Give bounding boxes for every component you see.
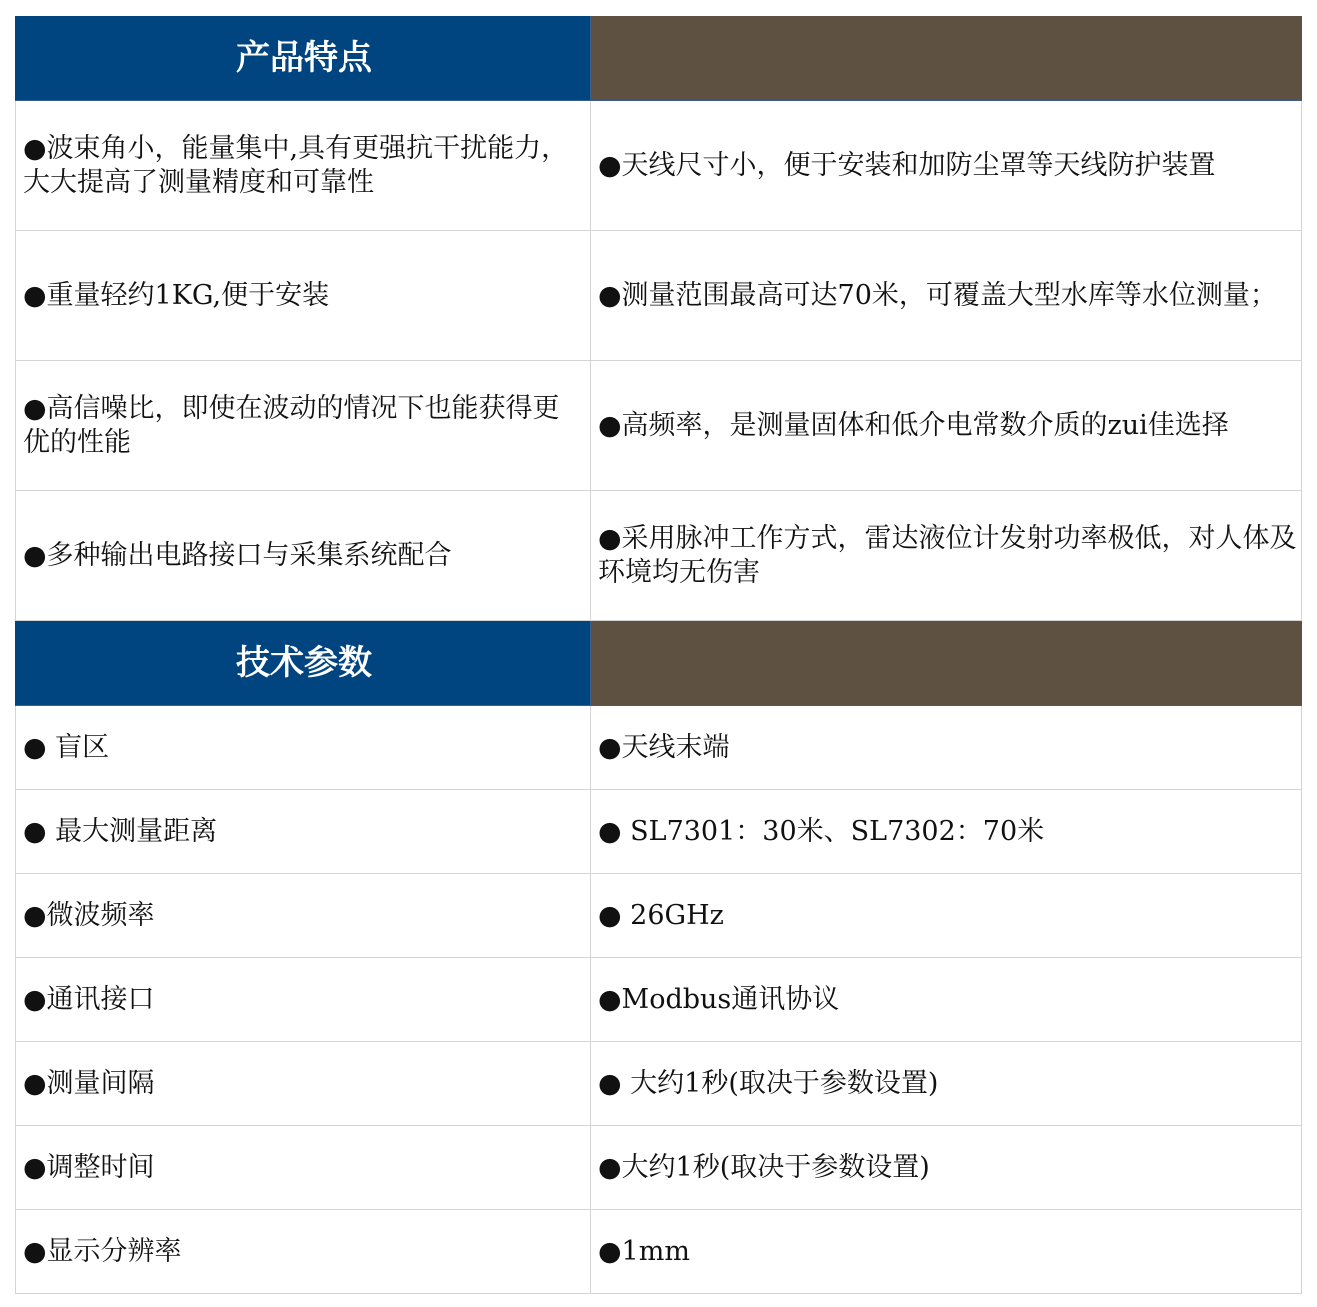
params-header-spacer [591, 621, 1302, 705]
params-header-row [15, 621, 1302, 706]
param-row [15, 1042, 1302, 1126]
param-row [15, 874, 1302, 958]
feature-cell-right: ●高频率，是测量固体和低介电常数介质的zui佳选择 [591, 361, 1302, 490]
param-row [15, 958, 1302, 1042]
feature-cell-left: ●多种输出电路接口与采集系统配合 [15, 491, 591, 620]
param-row [15, 1210, 1302, 1294]
param-name: ● 最大测量距离 [15, 790, 591, 873]
param-value: ● 26GHz [591, 874, 1302, 957]
param-value: ●1mm [591, 1210, 1302, 1293]
feature-cell-right: ●天线尺寸小，便于安装和加防尘罩等天线防护装置 [591, 101, 1302, 230]
feature-row [15, 491, 1302, 621]
feature-cell-left: ●波束角小，能量集中,具有更强抗干扰能力，大大提高了测量精度和可靠性 [15, 101, 591, 230]
param-name: ●通讯接口 [15, 958, 591, 1041]
param-name: ● 盲区 [15, 706, 591, 789]
feature-cell-left: ●高信噪比，即使在波动的情况下也能获得更优的性能 [15, 361, 591, 490]
param-name: ●显示分辨率 [15, 1210, 591, 1293]
feature-row [15, 361, 1302, 491]
param-name: ●调整时间 [15, 1126, 591, 1209]
feature-row [15, 101, 1302, 231]
feature-cell-right: ●测量范围最高可达70米，可覆盖大型水库等水位测量； [591, 231, 1302, 360]
feature-cell-left: ●重量轻约1KG,便于安装 [15, 231, 591, 360]
spec-sheet [15, 16, 1302, 1294]
param-name: ●测量间隔 [15, 1042, 591, 1125]
feature-row [15, 231, 1302, 361]
param-name: ●微波频率 [15, 874, 591, 957]
feature-cell-right: ●采用脉冲工作方式，雷达液位计发射功率极低，对人体及环境均无伤害 [591, 491, 1302, 620]
features-header-row [15, 16, 1302, 101]
param-value: ● SL7301：30米、SL7302：70米 [591, 790, 1302, 873]
param-value: ●天线末端 [591, 706, 1302, 789]
features-title: 产品特点 [15, 16, 591, 100]
features-header-spacer [591, 16, 1302, 100]
param-value: ●Modbus通讯协议 [591, 958, 1302, 1041]
params-title: 技术参数 [15, 621, 591, 705]
param-row [15, 706, 1302, 790]
param-value: ● 大约1秒(取决于参数设置) [591, 1042, 1302, 1125]
param-row [15, 1126, 1302, 1210]
param-value: ●大约1秒(取决于参数设置) [591, 1126, 1302, 1209]
param-row [15, 790, 1302, 874]
